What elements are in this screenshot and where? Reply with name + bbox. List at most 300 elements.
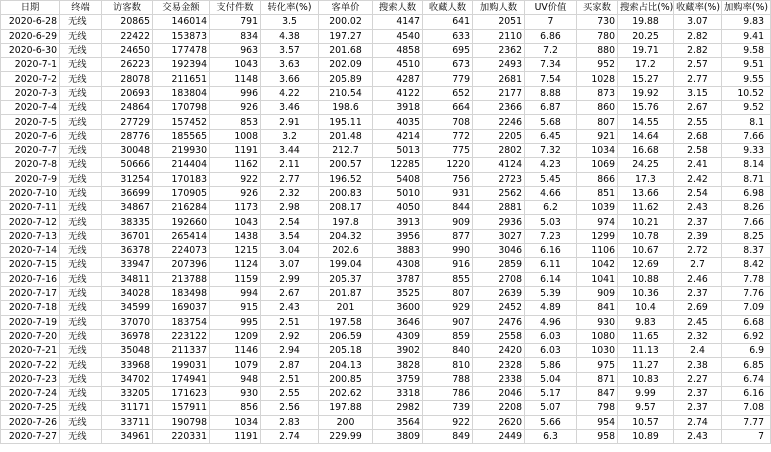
cell-paid-items[interactable]: 1124: [210, 258, 261, 272]
cell-cart-rate[interactable]: 8.1: [722, 115, 771, 129]
cell-buyers[interactable]: 954: [577, 415, 618, 429]
cell-cart-rate[interactable]: 7.76: [722, 286, 771, 300]
cell-buyers[interactable]: 780: [577, 29, 618, 43]
cell-date[interactable]: 2020-7-12: [1, 215, 60, 229]
cell-favorite-rate[interactable]: 2.82: [674, 29, 722, 43]
cell-cart-adders[interactable]: 2708: [473, 272, 525, 286]
cell-terminal[interactable]: 无线: [60, 86, 102, 100]
cell-cart-rate[interactable]: 9.58: [722, 43, 771, 57]
header-date[interactable]: 日期: [1, 1, 60, 15]
cell-visitors[interactable]: 35048: [102, 344, 153, 358]
cell-buyers[interactable]: 807: [577, 115, 618, 129]
cell-avg-order-value[interactable]: 201.68: [319, 43, 373, 57]
cell-transaction-amount[interactable]: 170905: [153, 186, 210, 200]
cell-uv-value[interactable]: 6.2: [525, 201, 577, 215]
cell-search-share[interactable]: 14.64: [618, 129, 674, 143]
cell-cart-adders[interactable]: 2366: [473, 101, 525, 115]
cell-cart-adders[interactable]: 2338: [473, 372, 525, 386]
cell-searchers[interactable]: 3318: [373, 387, 423, 401]
cell-avg-order-value[interactable]: 205.18: [319, 344, 373, 358]
cell-avg-order-value[interactable]: 206.59: [319, 329, 373, 343]
cell-transaction-amount[interactable]: 157452: [153, 115, 210, 129]
cell-buyers[interactable]: 851: [577, 186, 618, 200]
cell-favoriters[interactable]: 673: [423, 58, 473, 72]
cell-visitors[interactable]: 28078: [102, 72, 153, 86]
cell-cart-adders[interactable]: 2881: [473, 201, 525, 215]
cell-favoriters[interactable]: 788: [423, 372, 473, 386]
cell-conversion-rate[interactable]: 4.38: [261, 29, 319, 43]
cell-transaction-amount[interactable]: 207396: [153, 258, 210, 272]
cell-buyers[interactable]: 847: [577, 387, 618, 401]
cell-visitors[interactable]: 20693: [102, 86, 153, 100]
cell-visitors[interactable]: 31171: [102, 401, 153, 415]
cell-searchers[interactable]: 3759: [373, 372, 423, 386]
cell-cart-rate[interactable]: 8.42: [722, 258, 771, 272]
cell-searchers[interactable]: 12285: [373, 158, 423, 172]
cell-avg-order-value[interactable]: 198.6: [319, 101, 373, 115]
cell-searchers[interactable]: 4147: [373, 15, 423, 29]
cell-cart-adders[interactable]: 2177: [473, 86, 525, 100]
cell-avg-order-value[interactable]: 204.13: [319, 358, 373, 372]
cell-conversion-rate[interactable]: 2.91: [261, 115, 319, 129]
cell-conversion-rate[interactable]: 2.54: [261, 215, 319, 229]
cell-date[interactable]: 2020-7-20: [1, 329, 60, 343]
cell-buyers[interactable]: 1042: [577, 258, 618, 272]
cell-transaction-amount[interactable]: 219930: [153, 143, 210, 157]
cell-favoriters[interactable]: 855: [423, 272, 473, 286]
cell-conversion-rate[interactable]: 3.5: [261, 15, 319, 29]
cell-uv-value[interactable]: 5.66: [525, 415, 577, 429]
cell-search-share[interactable]: 9.57: [618, 401, 674, 415]
cell-conversion-rate[interactable]: 2.98: [261, 201, 319, 215]
cell-search-share[interactable]: 16.68: [618, 143, 674, 157]
cell-favorite-rate[interactable]: 2.77: [674, 72, 722, 86]
cell-favoriters[interactable]: 779: [423, 72, 473, 86]
cell-transaction-amount[interactable]: 213788: [153, 272, 210, 286]
cell-terminal[interactable]: 无线: [60, 201, 102, 215]
cell-paid-items[interactable]: 948: [210, 372, 261, 386]
cell-avg-order-value[interactable]: 199.04: [319, 258, 373, 272]
cell-favorite-rate[interactable]: 2.69: [674, 301, 722, 315]
cell-favorite-rate[interactable]: 2.39: [674, 229, 722, 243]
cell-visitors[interactable]: 34028: [102, 286, 153, 300]
cell-cart-adders[interactable]: 2681: [473, 72, 525, 86]
cell-terminal[interactable]: 无线: [60, 344, 102, 358]
cell-paid-items[interactable]: 1079: [210, 358, 261, 372]
cell-cart-adders[interactable]: 2802: [473, 143, 525, 157]
cell-buyers[interactable]: 873: [577, 86, 618, 100]
cell-paid-items[interactable]: 1159: [210, 272, 261, 286]
cell-searchers[interactable]: 3902: [373, 344, 423, 358]
cell-avg-order-value[interactable]: 202.62: [319, 387, 373, 401]
cell-searchers[interactable]: 3913: [373, 215, 423, 229]
cell-terminal[interactable]: 无线: [60, 372, 102, 386]
cell-cart-rate[interactable]: 6.92: [722, 329, 771, 343]
cell-date[interactable]: 2020-7-4: [1, 101, 60, 115]
cell-uv-value[interactable]: 6.16: [525, 244, 577, 258]
cell-buyers[interactable]: 952: [577, 58, 618, 72]
cell-date[interactable]: 2020-7-2: [1, 72, 60, 86]
cell-conversion-rate[interactable]: 2.55: [261, 387, 319, 401]
cell-favoriters[interactable]: 786: [423, 387, 473, 401]
cell-favoriters[interactable]: 775: [423, 143, 473, 157]
cell-date[interactable]: 2020-7-15: [1, 258, 60, 272]
cell-searchers[interactable]: 3956: [373, 229, 423, 243]
cell-cart-rate[interactable]: 6.85: [722, 358, 771, 372]
cell-avg-order-value[interactable]: 197.88: [319, 401, 373, 415]
cell-terminal[interactable]: 无线: [60, 358, 102, 372]
cell-search-share[interactable]: 11.27: [618, 358, 674, 372]
cell-transaction-amount[interactable]: 170183: [153, 172, 210, 186]
cell-avg-order-value[interactable]: 200.85: [319, 372, 373, 386]
header-visitors[interactable]: 访客数: [102, 1, 153, 15]
cell-favorite-rate[interactable]: 3.07: [674, 15, 722, 29]
cell-transaction-amount[interactable]: 146014: [153, 15, 210, 29]
cell-avg-order-value[interactable]: 201.87: [319, 286, 373, 300]
cell-avg-order-value[interactable]: 200: [319, 415, 373, 429]
cell-search-share[interactable]: 12.69: [618, 258, 674, 272]
cell-conversion-rate[interactable]: 2.51: [261, 372, 319, 386]
cell-terminal[interactable]: 无线: [60, 101, 102, 115]
cell-conversion-rate[interactable]: 2.83: [261, 415, 319, 429]
cell-favorite-rate[interactable]: 2.4: [674, 344, 722, 358]
cell-visitors[interactable]: 27729: [102, 115, 153, 129]
header-conversion-rate[interactable]: 转化率(%): [261, 1, 319, 15]
cell-cart-adders[interactable]: 2859: [473, 258, 525, 272]
cell-terminal[interactable]: 无线: [60, 272, 102, 286]
cell-transaction-amount[interactable]: 170798: [153, 101, 210, 115]
cell-transaction-amount[interactable]: 153873: [153, 29, 210, 43]
cell-search-share[interactable]: 15.76: [618, 101, 674, 115]
cell-conversion-rate[interactable]: 3.07: [261, 258, 319, 272]
cell-searchers[interactable]: 3883: [373, 244, 423, 258]
cell-terminal[interactable]: 无线: [60, 286, 102, 300]
cell-paid-items[interactable]: 915: [210, 301, 261, 315]
cell-cart-rate[interactable]: 6.16: [722, 387, 771, 401]
cell-favorite-rate[interactable]: 2.54: [674, 186, 722, 200]
cell-searchers[interactable]: 3787: [373, 272, 423, 286]
cell-favoriters[interactable]: 990: [423, 244, 473, 258]
cell-terminal[interactable]: 无线: [60, 72, 102, 86]
cell-cart-adders[interactable]: 2205: [473, 129, 525, 143]
cell-search-share[interactable]: 15.27: [618, 72, 674, 86]
cell-cart-adders[interactable]: 2476: [473, 315, 525, 329]
cell-cart-rate[interactable]: 7.78: [722, 272, 771, 286]
cell-paid-items[interactable]: 856: [210, 401, 261, 415]
cell-searchers[interactable]: 5013: [373, 143, 423, 157]
header-favorite-rate[interactable]: 收藏率(%): [674, 1, 722, 15]
cell-favorite-rate[interactable]: 2.38: [674, 358, 722, 372]
cell-visitors[interactable]: 30048: [102, 143, 153, 157]
cell-searchers[interactable]: 4308: [373, 258, 423, 272]
cell-paid-items[interactable]: 791: [210, 15, 261, 29]
cell-date[interactable]: 2020-7-22: [1, 358, 60, 372]
cell-visitors[interactable]: 36378: [102, 244, 153, 258]
cell-searchers[interactable]: 2982: [373, 401, 423, 415]
cell-paid-items[interactable]: 963: [210, 43, 261, 57]
cell-search-share[interactable]: 10.67: [618, 244, 674, 258]
cell-uv-value[interactable]: 6.03: [525, 344, 577, 358]
cell-favorite-rate[interactable]: 2.42: [674, 172, 722, 186]
cell-favorite-rate[interactable]: 2.82: [674, 43, 722, 57]
cell-conversion-rate[interactable]: 2.43: [261, 301, 319, 315]
cell-favoriters[interactable]: 922: [423, 415, 473, 429]
cell-visitors[interactable]: 34599: [102, 301, 153, 315]
cell-buyers[interactable]: 1034: [577, 143, 618, 157]
cell-cart-adders[interactable]: 2452: [473, 301, 525, 315]
cell-favoriters[interactable]: 807: [423, 286, 473, 300]
cell-favoriters[interactable]: 664: [423, 101, 473, 115]
cell-search-share[interactable]: 11.65: [618, 329, 674, 343]
cell-cart-rate[interactable]: 8.26: [722, 201, 771, 215]
cell-paid-items[interactable]: 1043: [210, 58, 261, 72]
cell-paid-items[interactable]: 1008: [210, 129, 261, 143]
cell-transaction-amount[interactable]: 185565: [153, 129, 210, 143]
cell-paid-items[interactable]: 1173: [210, 201, 261, 215]
cell-uv-value[interactable]: 6.87: [525, 101, 577, 115]
cell-favoriters[interactable]: 859: [423, 329, 473, 343]
cell-search-share[interactable]: 11.13: [618, 344, 674, 358]
cell-uv-value[interactable]: 5.07: [525, 401, 577, 415]
cell-searchers[interactable]: 3918: [373, 101, 423, 115]
cell-buyers[interactable]: 930: [577, 315, 618, 329]
cell-paid-items[interactable]: 1209: [210, 329, 261, 343]
cell-transaction-amount[interactable]: 183754: [153, 315, 210, 329]
cell-favoriters[interactable]: 929: [423, 301, 473, 315]
cell-uv-value[interactable]: 6.45: [525, 129, 577, 143]
cell-visitors[interactable]: 34811: [102, 272, 153, 286]
cell-terminal[interactable]: 无线: [60, 229, 102, 243]
cell-conversion-rate[interactable]: 3.63: [261, 58, 319, 72]
cell-conversion-rate[interactable]: 3.46: [261, 101, 319, 115]
cell-favorite-rate[interactable]: 2.58: [674, 143, 722, 157]
cell-transaction-amount[interactable]: 224073: [153, 244, 210, 258]
cell-avg-order-value[interactable]: 205.37: [319, 272, 373, 286]
cell-favorite-rate[interactable]: 2.32: [674, 329, 722, 343]
cell-date[interactable]: 2020-7-7: [1, 143, 60, 157]
cell-date[interactable]: 2020-7-24: [1, 387, 60, 401]
cell-search-share[interactable]: 14.55: [618, 115, 674, 129]
cell-buyers[interactable]: 730: [577, 15, 618, 29]
cell-avg-order-value[interactable]: 210.54: [319, 86, 373, 100]
cell-uv-value[interactable]: 4.96: [525, 315, 577, 329]
cell-conversion-rate[interactable]: 2.87: [261, 358, 319, 372]
cell-transaction-amount[interactable]: 171623: [153, 387, 210, 401]
cell-terminal[interactable]: 无线: [60, 58, 102, 72]
cell-cart-rate[interactable]: 7: [722, 429, 771, 443]
cell-terminal[interactable]: 无线: [60, 186, 102, 200]
cell-favoriters[interactable]: 844: [423, 201, 473, 215]
header-favoriters[interactable]: 收藏人数: [423, 1, 473, 15]
cell-cart-adders[interactable]: 2110: [473, 29, 525, 43]
cell-search-share[interactable]: 19.71: [618, 43, 674, 57]
cell-paid-items[interactable]: 853: [210, 115, 261, 129]
cell-cart-adders[interactable]: 2493: [473, 58, 525, 72]
cell-cart-adders[interactable]: 2208: [473, 401, 525, 415]
cell-date[interactable]: 2020-7-11: [1, 201, 60, 215]
cell-terminal[interactable]: 无线: [60, 29, 102, 43]
cell-cart-adders[interactable]: 2449: [473, 429, 525, 443]
cell-date[interactable]: 2020-7-16: [1, 272, 60, 286]
cell-search-share[interactable]: 10.4: [618, 301, 674, 315]
header-terminal[interactable]: 终端: [60, 1, 102, 15]
cell-favorite-rate[interactable]: 2.37: [674, 401, 722, 415]
cell-uv-value[interactable]: 4.66: [525, 186, 577, 200]
cell-paid-items[interactable]: 1215: [210, 244, 261, 258]
cell-favoriters[interactable]: 877: [423, 229, 473, 243]
cell-search-share[interactable]: 17.2: [618, 58, 674, 72]
cell-cart-rate[interactable]: 7.66: [722, 215, 771, 229]
cell-avg-order-value[interactable]: 201: [319, 301, 373, 315]
cell-date[interactable]: 2020-7-21: [1, 344, 60, 358]
cell-paid-items[interactable]: 1034: [210, 415, 261, 429]
cell-search-share[interactable]: 10.89: [618, 429, 674, 443]
cell-conversion-rate[interactable]: 3.57: [261, 43, 319, 57]
cell-paid-items[interactable]: 922: [210, 172, 261, 186]
cell-buyers[interactable]: 921: [577, 129, 618, 143]
cell-buyers[interactable]: 1299: [577, 229, 618, 243]
header-paid-items[interactable]: 支付件数: [210, 1, 261, 15]
cell-cart-adders[interactable]: 2558: [473, 329, 525, 343]
header-avg-order-value[interactable]: 客单价: [319, 1, 373, 15]
cell-searchers[interactable]: 3646: [373, 315, 423, 329]
cell-avg-order-value[interactable]: 202.09: [319, 58, 373, 72]
cell-buyers[interactable]: 1030: [577, 344, 618, 358]
cell-favorite-rate[interactable]: 3.15: [674, 86, 722, 100]
header-search-share[interactable]: 搜索占比(%): [618, 1, 674, 15]
cell-search-share[interactable]: 19.92: [618, 86, 674, 100]
cell-date[interactable]: 2020-7-1: [1, 58, 60, 72]
cell-favoriters[interactable]: 739: [423, 401, 473, 415]
cell-conversion-rate[interactable]: 2.92: [261, 329, 319, 343]
cell-search-share[interactable]: 10.83: [618, 372, 674, 386]
cell-favorite-rate[interactable]: 2.68: [674, 129, 722, 143]
cell-paid-items[interactable]: 1191: [210, 429, 261, 443]
cell-cart-rate[interactable]: 6.68: [722, 315, 771, 329]
cell-cart-rate[interactable]: 9.51: [722, 58, 771, 72]
cell-date[interactable]: 2020-7-27: [1, 429, 60, 443]
cell-terminal[interactable]: 无线: [60, 429, 102, 443]
cell-terminal[interactable]: 无线: [60, 158, 102, 172]
cell-searchers[interactable]: 3564: [373, 415, 423, 429]
cell-transaction-amount[interactable]: 169037: [153, 301, 210, 315]
cell-paid-items[interactable]: 834: [210, 29, 261, 43]
cell-paid-items[interactable]: 995: [210, 315, 261, 329]
cell-paid-items[interactable]: 1162: [210, 158, 261, 172]
cell-terminal[interactable]: 无线: [60, 215, 102, 229]
cell-cart-adders[interactable]: 2420: [473, 344, 525, 358]
cell-date[interactable]: 2020-6-29: [1, 29, 60, 43]
cell-cart-adders[interactable]: 2562: [473, 186, 525, 200]
cell-buyers[interactable]: 974: [577, 215, 618, 229]
cell-transaction-amount[interactable]: 211337: [153, 344, 210, 358]
cell-transaction-amount[interactable]: 192660: [153, 215, 210, 229]
cell-visitors[interactable]: 24864: [102, 101, 153, 115]
cell-transaction-amount[interactable]: 199031: [153, 358, 210, 372]
cell-visitors[interactable]: 24650: [102, 43, 153, 57]
cell-searchers[interactable]: 3525: [373, 286, 423, 300]
cell-transaction-amount[interactable]: 183498: [153, 286, 210, 300]
cell-searchers[interactable]: 5010: [373, 186, 423, 200]
cell-visitors[interactable]: 33711: [102, 415, 153, 429]
cell-date[interactable]: 2020-6-30: [1, 43, 60, 57]
cell-cart-rate[interactable]: 6.98: [722, 186, 771, 200]
cell-visitors[interactable]: 34867: [102, 201, 153, 215]
cell-search-share[interactable]: 19.88: [618, 15, 674, 29]
cell-searchers[interactable]: 4050: [373, 201, 423, 215]
header-cart-adders[interactable]: 加购人数: [473, 1, 525, 15]
cell-terminal[interactable]: 无线: [60, 301, 102, 315]
cell-transaction-amount[interactable]: 177478: [153, 43, 210, 57]
cell-cart-adders[interactable]: 2723: [473, 172, 525, 186]
cell-conversion-rate[interactable]: 3.44: [261, 143, 319, 157]
cell-uv-value[interactable]: 5.17: [525, 387, 577, 401]
cell-date[interactable]: 2020-7-13: [1, 229, 60, 243]
cell-conversion-rate[interactable]: 2.67: [261, 286, 319, 300]
cell-cart-rate[interactable]: 8.25: [722, 229, 771, 243]
header-searchers[interactable]: 搜索人数: [373, 1, 423, 15]
cell-favorite-rate[interactable]: 2.57: [674, 58, 722, 72]
cell-terminal[interactable]: 无线: [60, 143, 102, 157]
cell-uv-value[interactable]: 5.86: [525, 358, 577, 372]
cell-buyers[interactable]: 1039: [577, 201, 618, 215]
cell-buyers[interactable]: 866: [577, 172, 618, 186]
cell-terminal[interactable]: 无线: [60, 43, 102, 57]
cell-avg-order-value[interactable]: 197.8: [319, 215, 373, 229]
cell-search-share[interactable]: 17.3: [618, 172, 674, 186]
cell-avg-order-value[interactable]: 212.7: [319, 143, 373, 157]
cell-buyers[interactable]: 1041: [577, 272, 618, 286]
cell-favorite-rate[interactable]: 2.37: [674, 387, 722, 401]
cell-uv-value[interactable]: 7.32: [525, 143, 577, 157]
cell-transaction-amount[interactable]: 265414: [153, 229, 210, 243]
cell-uv-value[interactable]: 6.03: [525, 329, 577, 343]
cell-favorite-rate[interactable]: 2.67: [674, 101, 722, 115]
cell-searchers[interactable]: 4214: [373, 129, 423, 143]
cell-favoriters[interactable]: 641: [423, 15, 473, 29]
cell-cart-adders[interactable]: 2051: [473, 15, 525, 29]
cell-search-share[interactable]: 9.83: [618, 315, 674, 329]
cell-uv-value[interactable]: 7.23: [525, 229, 577, 243]
cell-favoriters[interactable]: 931: [423, 186, 473, 200]
cell-favoriters[interactable]: 840: [423, 344, 473, 358]
cell-searchers[interactable]: 3600: [373, 301, 423, 315]
cell-cart-adders[interactable]: 2620: [473, 415, 525, 429]
cell-uv-value[interactable]: 5.03: [525, 215, 577, 229]
cell-paid-items[interactable]: 996: [210, 86, 261, 100]
cell-favorite-rate[interactable]: 2.43: [674, 201, 722, 215]
cell-date[interactable]: 2020-7-8: [1, 158, 60, 172]
cell-uv-value[interactable]: 7: [525, 15, 577, 29]
cell-transaction-amount[interactable]: 214404: [153, 158, 210, 172]
cell-conversion-rate[interactable]: 2.94: [261, 344, 319, 358]
cell-favoriters[interactable]: 849: [423, 429, 473, 443]
cell-avg-order-value[interactable]: 201.48: [319, 129, 373, 143]
cell-conversion-rate[interactable]: 3.66: [261, 72, 319, 86]
cell-avg-order-value[interactable]: 195.11: [319, 115, 373, 129]
cell-cart-rate[interactable]: 9.41: [722, 29, 771, 43]
cell-searchers[interactable]: 4858: [373, 43, 423, 57]
cell-uv-value[interactable]: 6.14: [525, 272, 577, 286]
cell-searchers[interactable]: 4035: [373, 115, 423, 129]
cell-buyers[interactable]: 958: [577, 429, 618, 443]
cell-uv-value[interactable]: 7.54: [525, 72, 577, 86]
cell-buyers[interactable]: 880: [577, 43, 618, 57]
cell-date[interactable]: 2020-7-10: [1, 186, 60, 200]
cell-buyers[interactable]: 1080: [577, 329, 618, 343]
cell-conversion-rate[interactable]: 2.74: [261, 429, 319, 443]
cell-cart-adders[interactable]: 2328: [473, 358, 525, 372]
